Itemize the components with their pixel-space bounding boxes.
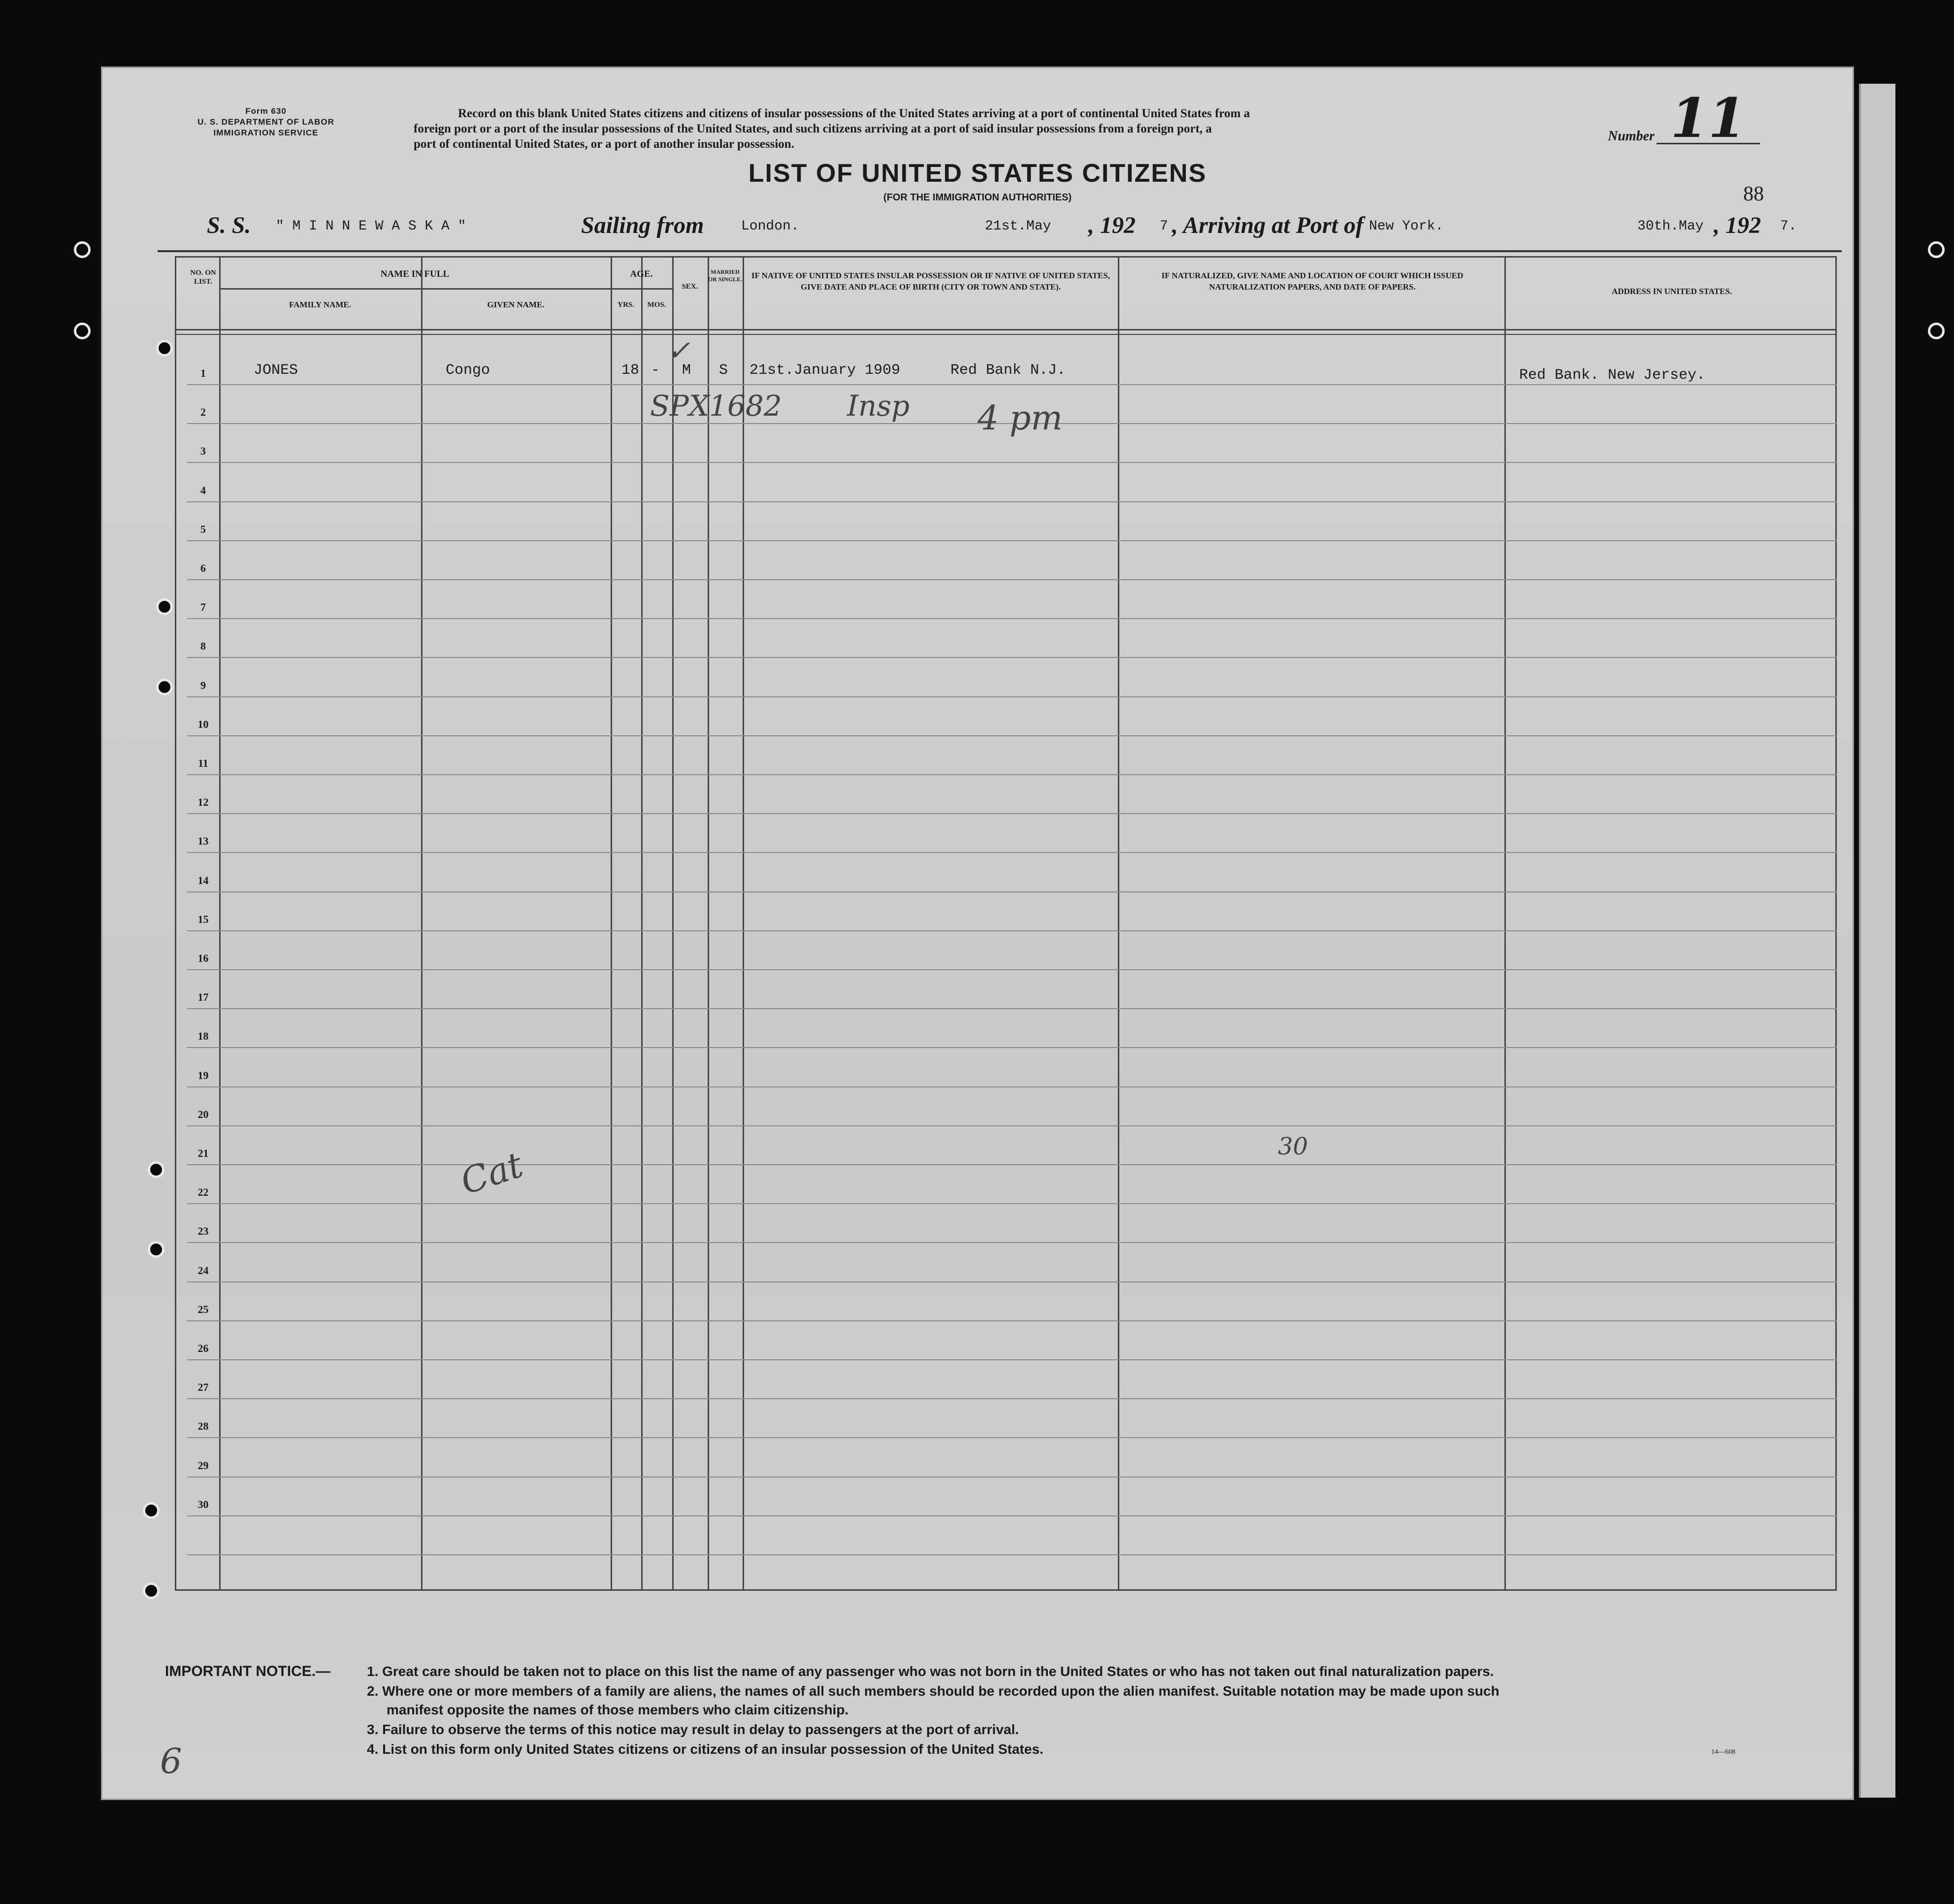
ship-name: " M I N N E W A S K A " (276, 219, 466, 234)
row-rule (187, 774, 1837, 775)
row-rule (187, 1359, 1837, 1360)
row-number: 25 (197, 1303, 209, 1315)
binder-hole (148, 1241, 164, 1258)
column-header-naturalization: IF NATURALIZED, GIVE NAME AND LOCATION OF COURT WHICH ISSUED NATURALIZATION PAPERS, AND DATE OF PAPERS. (1161, 271, 1464, 292)
row-number: 5 (200, 523, 206, 535)
binder-hole (148, 1161, 164, 1178)
binder-hole (143, 1502, 160, 1519)
sailing-label: Sailing from (581, 212, 704, 238)
row-rule (187, 1047, 1837, 1048)
row-number: 19 (197, 1069, 209, 1082)
row-rule (187, 1320, 1837, 1321)
handwritten-note: 4 pm (977, 399, 1063, 438)
row-number: 26 (197, 1342, 209, 1354)
voyage-underline (158, 250, 1842, 252)
column-divider (672, 256, 674, 1591)
row-number: 30 (197, 1498, 209, 1510)
row-rule (187, 1515, 1837, 1516)
column-divider (641, 256, 643, 1591)
column-divider (1118, 256, 1119, 1591)
entry-sex: M (682, 362, 691, 379)
row-number: 27 (197, 1381, 209, 1393)
column-header-name: NAME IN FULL (380, 269, 450, 279)
department-name: U. S. DEPARTMENT OF LABOR (197, 117, 334, 127)
column-header-birth: IF NATIVE OF UNITED STATES INSULAR POSSESSION OR IF NATIVE OF UNITED STATES, GIVE DATE AND PLACE OF BIRTH (CITY OR TOWN AND STATE). (751, 271, 1110, 292)
instructions-line: foreign port or a port of the insular possessions of the United States, and such citizens arriving at a port of said insular possessions from a foreign port, a (414, 122, 1212, 135)
row-rule (187, 969, 1837, 970)
row-rule (187, 540, 1837, 541)
row-rule (187, 501, 1837, 502)
row-rule (187, 1554, 1837, 1555)
notice-heading: IMPORTANT NOTICE.— (165, 1663, 331, 1679)
row-rule (187, 1398, 1837, 1399)
notice-item: manifest opposite the names of those members who claim citizenship. (387, 1702, 849, 1717)
row-number: 29 (197, 1459, 209, 1472)
column-divider (219, 256, 221, 1591)
row-number: 9 (200, 679, 206, 691)
row-rule (187, 1203, 1837, 1204)
row-number: 3 (200, 445, 206, 457)
row-rule (187, 1242, 1837, 1243)
row-number: 14 (197, 874, 209, 886)
row-rule (187, 1281, 1837, 1282)
number-value: 11 (1657, 94, 1760, 144)
handwritten-check: ✓ (667, 335, 690, 367)
row-rule (187, 1086, 1837, 1087)
header-bottom-rule (175, 334, 1837, 335)
row-number: 1 (200, 367, 206, 379)
column-header-years: YRS. (618, 301, 634, 309)
binder-hole (1928, 241, 1945, 258)
header-subrule (611, 288, 672, 290)
row-number: 8 (200, 640, 206, 652)
arrival-year: , 192 (1714, 212, 1761, 238)
handwritten-corner-mark: 6 (160, 1741, 182, 1781)
arrival-port: New York. (1369, 219, 1444, 234)
entry-age-years: 18 (621, 362, 640, 379)
column-header-number: NO. ON LIST. (190, 269, 216, 286)
entry-birth-date: 21st.January 1909 (749, 362, 901, 379)
row-rule (187, 1125, 1837, 1126)
notice-item: 4. List on this form only United States citizens or citizens of an insular possession of the United States. (367, 1741, 1043, 1757)
binder-hole (1928, 323, 1945, 339)
column-header-address: ADDRESS IN UNITED STATES. (1611, 287, 1732, 296)
row-number: 20 (197, 1108, 209, 1120)
header-bottom-rule (175, 329, 1837, 330)
row-number: 12 (197, 796, 209, 808)
column-header-family-name: FAMILY NAME. (289, 300, 351, 309)
manifest-table (175, 256, 1837, 1591)
binder-hole (74, 323, 91, 339)
header-subrule (219, 288, 611, 290)
row-number: 23 (197, 1225, 209, 1237)
row-number: 11 (198, 757, 208, 769)
row-number: 16 (197, 952, 209, 964)
column-divider (743, 256, 744, 1591)
sailing-year: , 192 (1088, 212, 1136, 238)
column-header-sex: SEX. (682, 283, 698, 291)
page-title: LIST OF UNITED STATES CITIZENS (748, 159, 1207, 188)
notice-item: 2. Where one or more members of a family are aliens, the names of all such members should be recorded upon the alien manifest. Suitable notation may be made upon such (367, 1683, 1499, 1699)
voyage-line (207, 212, 1797, 246)
page-subtitle: (FOR THE IMMIGRATION AUTHORITIES) (883, 192, 1072, 203)
column-header-marital: MARRIED OR SINGLE. (708, 268, 743, 283)
arrival-date: 30th.May (1637, 219, 1704, 234)
form-number: Form 630 (245, 106, 287, 116)
column-header-months: MOS. (647, 301, 666, 309)
ss-label: S. S. (207, 212, 251, 238)
row-number: 22 (197, 1186, 209, 1198)
entry-age-months: - (651, 362, 660, 379)
service-name: IMMIGRATION SERVICE (213, 128, 319, 137)
entry-birth-place: Red Bank N.J. (950, 362, 1066, 379)
binder-hole (156, 340, 173, 357)
sailing-year-digit: 7 (1160, 219, 1168, 234)
row-number: 18 (197, 1030, 209, 1042)
column-divider (1504, 256, 1506, 1591)
row-rule (187, 384, 1837, 385)
row-rule (187, 657, 1837, 658)
form-instructions (414, 106, 1536, 152)
entry-address: Red Bank. New Jersey. (1519, 367, 1706, 384)
notice-item: 3. Failure to observe the terms of this notice may result in delay to passengers at the port of arrival. (367, 1722, 1019, 1737)
form-identifier (172, 106, 359, 138)
row-rule (187, 813, 1837, 814)
row-number: 7 (200, 601, 206, 613)
handwritten-mark: 30 (1278, 1133, 1308, 1160)
column-header-given-name: GIVEN NAME. (487, 300, 545, 309)
row-rule (187, 930, 1837, 931)
row-rule (187, 696, 1837, 697)
handwritten-mark: Cat (456, 1144, 528, 1203)
binder-hole (74, 241, 91, 258)
number-label: Number (1608, 129, 1655, 144)
binder-hole (143, 1582, 160, 1599)
row-rule (187, 579, 1837, 580)
handwritten-note: Insp (847, 389, 910, 423)
column-header-age: AGE. (630, 269, 653, 279)
row-number: 21 (197, 1147, 209, 1159)
row-rule (187, 1008, 1837, 1009)
row-number: 2 (200, 406, 206, 418)
sailing-port: London. (741, 219, 799, 234)
handwritten-note: SPX1682 (650, 389, 782, 423)
row-number: 15 (197, 913, 209, 925)
row-number: 17 (197, 991, 209, 1003)
row-rule (187, 1437, 1837, 1438)
row-rule (187, 1164, 1837, 1165)
column-divider (708, 256, 709, 1591)
row-rule (187, 891, 1837, 892)
list-number (1608, 86, 1760, 150)
column-divider (611, 256, 612, 1591)
row-rule (187, 618, 1837, 619)
adjacent-page-edge (1859, 84, 1895, 1798)
sailing-date: 21st.May (985, 219, 1051, 234)
instructions-line: Record on this blank United States citizens and citizens of insular possessions of the United States arriving at a port of continental United States from a (458, 107, 1250, 120)
arriving-label: , Arriving at Port of (1172, 212, 1364, 238)
row-number: 4 (200, 484, 206, 496)
form-code: 14—608 (1711, 1748, 1735, 1756)
row-number: 13 (197, 835, 209, 847)
sheet-number: 88 (1743, 183, 1764, 205)
row-number: 10 (197, 718, 209, 730)
entry-marital-status: S (719, 362, 728, 379)
notice-item: 1. Great care should be taken not to place on this list the name of any passenger who was not born in the United States or who has not taken out final naturalization papers. (367, 1664, 1494, 1679)
binder-hole (156, 679, 173, 695)
binder-hole (156, 598, 173, 615)
instructions-line: port of continental United States, or a port of another insular possession. (414, 137, 794, 151)
arrival-year-digit: 7. (1780, 219, 1797, 234)
entry-family-name: JONES (254, 362, 298, 379)
entry-given-name: Congo (446, 362, 490, 379)
row-number: 6 (200, 562, 206, 574)
row-number: 28 (197, 1420, 209, 1432)
row-rule (187, 462, 1837, 463)
row-rule (187, 735, 1837, 736)
row-rule (187, 852, 1837, 853)
column-divider (421, 256, 423, 1591)
row-number: 24 (197, 1264, 209, 1277)
